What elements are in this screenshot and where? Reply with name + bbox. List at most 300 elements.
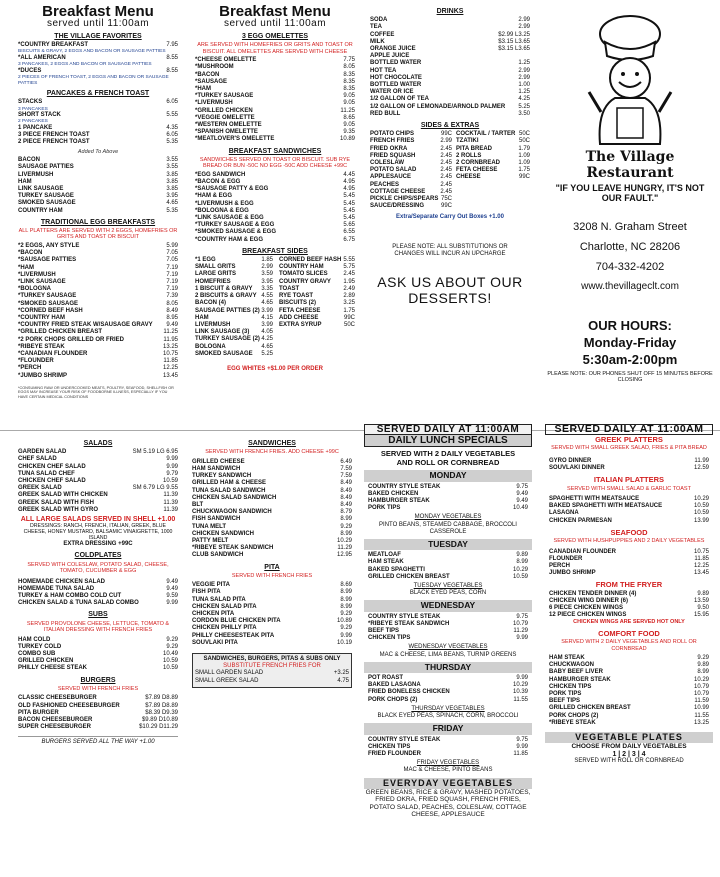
item-name: *LIVERMUSH [18,271,56,278]
menu-item [18,351,178,358]
item-price: SM 5.19 LG 6.95 [132,449,178,456]
menu-item [18,243,178,250]
item-name: COLESLAW [370,160,404,167]
item-price: 3.99 [261,307,273,314]
item-name: STACKS [18,99,43,106]
item-price: $2.99 L3.25 [498,31,530,38]
item-name: FRIED SQUASH [370,152,416,159]
comfort-list [549,655,709,727]
item-name: RYE TOAST [279,293,314,300]
menu-item [368,574,528,581]
menu-item [18,593,178,600]
menu-item [18,157,178,164]
menu-item [370,60,530,67]
hours-days: Monday-Friday [583,335,677,350]
item-name: CHUCKWAGON [549,662,594,669]
menu-item [192,466,352,473]
item-name: *LINK SAUSAGE [18,278,66,285]
item-price: 5.45 [343,193,355,200]
right-specials-column [545,424,713,765]
item-name: APPLE JUICE [370,53,410,60]
website-link[interactable]: www.thevillageclt.com [581,281,679,292]
item-name: SMALL GREEK SALAD [195,677,259,684]
item-price: 9.35 [343,129,355,136]
item-name: SAUSAGE PATTIES (2) [195,307,260,314]
item-price: 4.25 [261,336,273,343]
item-price: 4.65 [261,343,273,350]
item-name: TUNA SALAD PITA [192,596,246,603]
item-name: *FLOUNDER [18,358,54,365]
menu-item [195,93,355,100]
item-price: 5.75 [343,264,355,271]
item-name: *2 PORK CHOPS GRILLED OR FRIED [18,336,125,343]
item-name: TURKEY SAUSAGE (2) [195,336,260,343]
item-price: 4.35 [166,124,178,131]
item-name: CANADIAN FLOUNDER [549,548,616,555]
menu-item [192,538,352,545]
item-price: 8.99 [340,516,352,523]
item-price: 9.99 [166,600,178,607]
menu-item [18,308,178,315]
item-description: 3 PANCAKES, 2 EGGS AND BACON OR SAUSAGE PATTIES [18,62,152,68]
village-favorites-title: THE VILLAGE FAVORITES [54,33,142,40]
item-name: CHICKEN CHEF SALAD [18,478,86,485]
item-price: 2.99 [518,17,530,24]
item-name: 2 BISCUITS & GRAVY [195,293,257,300]
item-price: 15.95 [693,612,709,619]
item-price: 9.05 [343,100,355,107]
item-name: *COUNTRY HAM [18,314,66,321]
item-price: 12.25 [162,365,178,372]
item-price: 10.59 [693,503,709,510]
menu-item [549,669,709,676]
item-name: FRIED BONELESS CHICKEN [368,689,450,696]
lunch-left-column [18,436,178,747]
item-name: *CHEESE OMELETTE [195,57,257,64]
item-price: 11.55 [513,696,528,703]
menu-item [195,179,355,186]
brand-column [545,4,715,383]
drinks-list [370,17,530,118]
item-name: RED BULL [370,110,401,117]
item-name: GREEK SALAD WITH CHICKEN [18,492,108,499]
item-price: 9.99 [340,632,352,639]
item-price: 9.29 [340,625,352,632]
item-name: TUNA SALAD SANDWICH [192,487,266,494]
day-veg: BLACK EYED PEAS, SPINACH, CORN, BROCCOLI [377,713,519,720]
item-name: COUNTRY HAM [18,207,63,214]
menu-item [195,115,355,122]
item-name: *BACON & EGG [195,179,241,186]
item-name: MEATLOAF [368,552,401,559]
menu-item [195,322,273,329]
item-name: LARGE GRITS [195,271,237,278]
item-name: CLASSIC CHEESEBURGER [18,695,97,702]
item-price: 8.99 [516,559,528,566]
item-price: 7.75 [343,57,355,64]
item-price: 5.99 [166,242,178,249]
bfast-sandwich-title: BREAKFAST SANDWICHES [228,147,322,155]
greek-title: GREEK PLATTERS [595,435,663,445]
item-price: 10.59 [162,665,178,672]
item-price: $8.39 D9.39 [145,709,178,716]
menu-item [195,271,273,278]
menu-item [370,111,530,118]
menu-item [18,139,178,146]
menu-item [18,257,178,264]
item-name: *RIBEYE STEAK [549,719,596,726]
item-price: 8.05 [166,300,178,307]
burgers-list [18,695,178,731]
item-name: *EGG SANDWICH [195,171,246,178]
menu-item [18,279,178,286]
menu-item [18,471,178,478]
item-price: 13.59 [693,597,709,604]
item-name: *VEGGIE OMELETTE [195,114,255,121]
substitution-note: PLEASE NOTE: ALL SUBSTITUTIONS OR CHANGES WILL INCUR AN UPCHARGE [392,243,508,257]
item-price: 3.59 [261,271,273,278]
comfort-note: SERVED WITH 2 DAILY VEGETABLES AND ROLL OR CORNBREAD [561,639,697,652]
item-description: 2 PANCAKES [18,119,48,125]
menu-item [18,695,178,702]
menu-item [18,322,178,329]
item-name: PORK TIPS [549,691,582,698]
item-name: *COUNTRY FRIED STEAK W/SAUSAGE GRAVY [18,322,153,329]
item-price: 9.59 [166,593,178,600]
menu-item [549,705,709,712]
item-price: 1.85 [261,257,273,264]
item-price: 99C [440,203,452,210]
item-name: BABY BEEF LIVER [549,669,603,676]
menu-item [192,597,352,604]
item-price: 2.45 [440,152,452,159]
fryer-note: CHICKEN WINGS ARE SERVED HOT ONLY [573,619,685,626]
item-name: CHUCKWAGON SANDWICH [192,509,272,516]
item-price: 8.99 [697,669,709,676]
item-price: 10.29 [512,682,528,689]
menu-item [549,503,709,510]
item-price: 9.29 [697,655,709,662]
item-name: *TURKEY SAUSAGE & EGG [195,222,275,229]
drinks-title: DRINKS [436,8,464,15]
menu-item [18,644,178,651]
menu-item [368,682,528,689]
item-name: PERCH [549,562,571,569]
sandwiches-title: SANDWICHES [248,440,296,447]
item-name: COFFEE [370,31,395,38]
item-name: CHEF SALAD [18,456,57,463]
menu-item [549,698,709,705]
item-price: 4.75 [337,677,349,684]
item-price: 8.99 [340,530,352,537]
item-name: GRILLED CHICKEN [18,658,74,665]
menu-item [192,473,352,480]
item-price: 7.19 [166,264,178,271]
item-description: BISCUITS & GRAVY, 2 EGGS AND BACON OR SAUSAGE PATTIES [18,49,166,55]
item-price: 10.75 [693,548,709,555]
item-price: 7.59 [340,465,352,472]
item-price: 4.55 [261,293,273,300]
item-name: HAM [18,178,32,185]
item-price: 11.59 [694,698,709,705]
item-name: SAUSAGE PATTIES [18,164,74,171]
menu-item [549,570,709,577]
menu-item [18,315,178,322]
item-name: COMBO SUB [18,651,56,658]
substitute-list [195,670,349,684]
menu-item [279,257,355,264]
item-name: *RIBEYE STEAK [18,343,65,350]
pancakes-title: PANCAKES & FRENCH TOAST [46,90,150,98]
item-name: PICKLE CHIPS/SPEARS [370,196,439,203]
item-price: 2.99 [261,264,273,271]
menu-item [195,222,355,229]
item-name: BEEF TIPS [368,628,400,635]
consume-warning: *CONSUMING RAW OR UNDERCOOKED MEATS, POULTRY, SEAFOOD, SHELLFISH OR EGGS MAY INCREASE YOUR RISK OF FOODBORNE ILLNESS, ESPECIALLY IF YOU HAVE CERTAIN MEDICAL CONDITIONS [18,385,174,399]
item-name: TUNA SALAD CHEF [18,470,75,477]
item-name: COUNTRY HAM [279,264,324,271]
item-name: SOUVLAKI PITA [192,639,238,646]
menu-item [370,104,530,111]
day-items [368,737,528,759]
item-price: 4.65 [166,200,178,207]
item-price: 3.85 [166,178,178,185]
item-name: *PERCH [18,365,42,372]
drinks-column [370,8,530,306]
item-name: FETA CHEESE [456,167,498,174]
veg-plates-title: VEGETABLE PLATES [545,732,713,743]
menu-item [192,625,352,632]
menu-item [370,160,452,167]
item-price: 10.89 [336,618,352,625]
item-name: PHILLY CHEESESTEAK PITA [192,632,275,639]
item-name: PATTY MELT [192,537,229,544]
item-price: 3.25 [343,300,355,307]
item-name: COUNTRY STYLE STEAK [368,613,441,620]
menu-item [549,591,709,598]
item-price: 8.35 [343,78,355,85]
menu-item [192,459,352,466]
menu-item [18,68,178,75]
menu-item [368,737,528,744]
item-price: 3.50 [518,110,530,117]
veg-plates-foot: SERVED WITH ROLL OR CORNBREAD [574,757,684,764]
menu-item [18,724,178,731]
item-name: BOTTLED WATER [370,82,422,89]
item-price: 13.45 [162,372,178,379]
menu-item [549,662,709,669]
item-name: COUNTRY GRAVY [279,278,331,285]
item-price: 5.25 [261,350,273,357]
menu-item [195,136,355,143]
item-name: *BOLOGNA [18,286,51,293]
item-name: *HAM [18,264,34,271]
item-name: *LIVERMUSH & EGG [195,200,254,207]
menu-item [368,697,528,704]
extra-dressing: EXTRA DRESSING +99C [63,541,133,548]
item-price: 8.95 [166,314,178,321]
item-name: *1 EGG [195,257,216,264]
item-name: TUNA MELT [192,523,226,530]
breakfast-title-2: Breakfast Menu [219,3,331,20]
item-price: +3.25 [333,670,349,677]
item-name: 2 CORNBREAD [456,160,501,167]
item-name: POT ROAST [368,675,404,682]
day-veg: MAC & CHEESE, LIMA BEANS, TURNIP GREENS [379,651,517,658]
item-name: CLUB SANDWICH [192,552,244,559]
menu-item [456,138,530,145]
item-price: 2.49 [343,285,355,292]
item-price: 5.55 [166,112,178,119]
item-price: 7.19 [166,286,178,293]
menu-item [368,628,528,635]
item-name: FRIED OKRA [370,145,408,152]
item-price: 9.99 [166,456,178,463]
item-name: 6 PIECE CHICKEN WINGS [549,604,624,611]
italian-note: SERVED WITH SMALL SALAD & GARLIC TOAST [567,485,691,492]
menu-item [18,373,178,380]
burgers-note: SERVED WITH FRENCH FRIES [57,685,139,692]
menu-item [195,344,273,351]
item-name: *SAUSAGE PATTIES [18,257,77,264]
greek-list [549,458,709,472]
item-name: LINK SAUSAGE [18,185,64,192]
item-name: 3 PIECE FRENCH TOAST [18,132,90,139]
hours-note: PLEASE NOTE: OUR PHONES SHUT OFF 15 MINUTES BEFORE CLOSING [547,371,713,383]
item-name: TZATIKI [456,138,479,145]
menu-item [195,670,349,677]
ask-desserts: ASK US ABOUT OUR DESSERTS! [377,274,523,307]
menu-item [195,315,273,322]
menu-item [192,611,352,618]
sandwich-column [192,436,352,688]
day-header: TUESDAY [364,539,532,550]
chef-logo-icon [575,12,685,147]
menu-item [192,488,352,495]
daily-served: SERVED DAILY AT 11:00AM [364,424,532,435]
item-price: 9.29 [340,523,352,530]
menu-item [192,524,352,531]
day-veg: BLACK EYED PEAS, CORN [409,590,487,597]
item-price: 1.09 [518,160,530,167]
item-price: 10.59 [512,573,528,580]
menu-item [18,172,178,179]
item-price: 3.99 [261,321,273,328]
item-price: 10.29 [512,566,528,573]
menu-item [195,279,273,286]
item-name: TOAST [279,285,300,292]
item-name: HOMEMADE TUNA SALAD [18,585,95,592]
item-price: 4.65 [261,300,273,307]
menu-item [18,365,178,372]
item-name: CHICKEN PHILLY PITA [192,625,257,632]
item-name: GYRO DINNER [549,457,592,464]
item-name: ORANGE JUICE [370,46,416,53]
item-price: 13.45 [693,570,709,577]
item-name: *TURKEY SAUSAGE [195,93,254,100]
item-price: 10.29 [336,537,352,544]
item-name: *DUCES [18,67,42,74]
item-name: FISH SANDWICH [192,516,241,523]
item-name: CHICKEN PARMESAN [549,517,612,524]
item-name: APPLESAUCE [370,174,412,181]
item-name: BOLOGNA [195,343,226,350]
item-price: 99C [518,174,530,181]
menu-item [192,640,352,647]
item-price: 12.25 [693,562,709,569]
item-price: 9.29 [166,636,178,643]
phone[interactable]: 704-332-4202 [595,261,665,273]
item-name: COCKTAIL / TARTER [456,131,516,138]
street-address: 3208 N. Graham Street [573,221,687,233]
item-name: OLD FASHIONED CHEESEBURGER [18,702,120,709]
menu-item [370,68,530,75]
item-price: 7.39 [166,293,178,300]
menu-item [195,64,355,71]
day-veg-title: TUESDAY VEGETABLES [413,583,483,590]
breakfast-title: Breakfast Menu [42,3,154,20]
subs-title: SUBS [88,611,108,619]
item-name: *RIBEYE STEAK SANDWICH [368,620,450,627]
pita-note: SERVED WITH FRENCH FRIES [231,572,313,579]
item-name: *RIBEYE STEAK SANDWICH [192,545,274,552]
item-price: 8.05 [343,64,355,71]
menu-item [456,167,530,174]
item-name: *HAM [195,86,211,93]
menu-item [370,153,452,160]
pita-title: PITA [264,563,280,571]
item-name: BAKED LASAGNA [368,682,421,689]
item-price: 2.45 [440,174,452,181]
item-price: $3.15 L3.65 [498,46,530,53]
menu-item [370,75,530,82]
day-veg-title: MONDAY VEGETABLES [414,514,482,521]
item-name: POTATO SALAD [370,167,417,174]
menu-item [18,265,178,272]
item-name: PHILLY CHEESE STEAK [18,665,88,672]
item-name: SHORT STACK [18,112,61,119]
item-price: 99C [343,314,355,321]
seafood-note: SERVED WITH HUSHPUPPIES AND 2 DAILY VEGETABLES [553,538,705,545]
item-name: *CANADIAN FLOUNDER [18,350,88,357]
bfast-sides-b [279,257,355,358]
menu-item [195,100,355,107]
item-price: 2.99 [518,24,530,31]
menu-item [279,271,355,278]
omelette-list [195,57,355,143]
menu-item [456,174,530,181]
item-price: 9.79 [166,470,178,477]
menu-item [279,315,355,322]
item-price: 8.55 [166,67,178,74]
item-name: FLOUNDER [549,555,583,562]
menu-item [195,329,273,336]
item-name: CHICKEN WING DINNER (6) [549,597,628,604]
item-name: HOT CHOCOLATE [370,74,422,81]
slogan: "IF YOU LEAVE HUNGRY, IT'S NOT OUR FAULT." [555,183,705,203]
menu-item [368,635,528,642]
item-price: 2.45 [440,181,452,188]
item-price: 11.85 [163,358,178,365]
menu-item [18,358,178,365]
item-price: 9.75 [516,483,528,490]
item-price: 8.65 [343,114,355,121]
menu-item [18,200,178,207]
item-name: CHEESE [456,174,481,181]
menu-item [195,293,273,300]
item-price: 9.49 [166,322,178,329]
menu-item [18,500,178,507]
